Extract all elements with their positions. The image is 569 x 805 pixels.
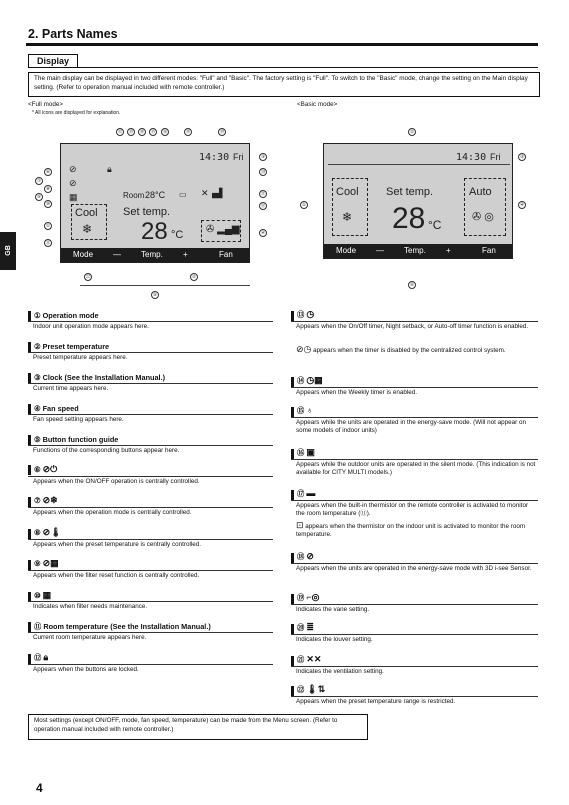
def-14-desc: Appears when the Weekly timer is enabled. <box>296 389 417 396</box>
def-19-title: ⑲ ⌐◎ <box>297 592 320 602</box>
def-15-title: ⑮ ♁ <box>297 405 314 415</box>
silent-mode-icon: ▣ <box>306 447 315 457</box>
basic-snowflake-icon: ❄ <box>342 210 353 224</box>
def-22-desc: Appears when the preset temperature range is restricted. <box>296 698 456 705</box>
def-10-title: ⑩ ▦ <box>34 590 52 600</box>
def-9-title: ⑨ ⊘▦ <box>34 558 59 568</box>
def-8-desc: Appears when the preset temperature is centrally controlled. <box>33 541 202 548</box>
basic-mode-label: <Basic mode> <box>297 101 338 108</box>
full-mode: Cool <box>75 207 98 219</box>
def-5-desc: Functions of the corresponding buttons appear here. <box>33 447 180 454</box>
def-8-title: ⑧ ⊘🌡︎ <box>34 527 62 537</box>
def-1-desc: Indoor unit operation mode appears here. <box>33 323 149 330</box>
callout-10: ⑩ <box>45 201 51 206</box>
def-17-title: ⑰ ▬ <box>297 488 316 498</box>
callout-6: ⑥ <box>45 169 51 174</box>
full-btn-minus: — <box>113 250 121 259</box>
basic-divider <box>328 164 510 165</box>
central-temp-icon: ⊘🌡︎ <box>42 527 62 537</box>
def-20-desc: Indicates the louver setting. <box>296 636 373 643</box>
section-rule <box>28 67 538 68</box>
full-btn-mode: Mode <box>73 250 94 259</box>
energy-save-icon: ♁ <box>306 405 314 415</box>
def-21-title: ㉑ ✕✕ <box>297 654 322 664</box>
basic-button-bar <box>324 244 512 258</box>
def-17-desc2: ⊡ appears when the thermistor on the indoor unit is activated to monitor the room temperature. <box>296 520 526 538</box>
ventilation-icon: ✕✕ <box>306 654 322 664</box>
room-temp: 28°C <box>145 190 166 200</box>
snowflake-icon: ❄ <box>82 222 93 236</box>
callout-20: ⑳ <box>260 169 266 174</box>
basic-fan-icon: ✇ ◎ <box>472 211 494 223</box>
central-onoff-icon: ⊘⏻ <box>42 464 58 474</box>
def-18-desc: Appears when the units are operated in the energy-save mode with 3D i-see Sensor. <box>296 565 532 572</box>
def-6-title: ⑥ ⊘⏻ <box>34 464 58 474</box>
def-2-title: ② Preset temperature <box>34 342 110 351</box>
title-rule <box>26 43 538 46</box>
basic-btn-minus: — <box>376 246 384 255</box>
callout-9: ⑨ <box>36 194 42 199</box>
full-unit: °C <box>171 229 184 241</box>
callout-4: ④ <box>260 230 266 235</box>
def-19-desc: Indicates the vane setting. <box>296 606 370 613</box>
basic-unit: °C <box>428 218 442 232</box>
def-1-title: ① Operation mode <box>34 311 99 320</box>
def-22-title: ㉒ 🌡︎⇅ <box>297 684 326 694</box>
language-tab: GB <box>0 232 16 270</box>
callout-14: ⑭ <box>139 129 145 134</box>
callout-22: ㉒ <box>85 274 91 279</box>
callout-13: ⑬ <box>128 129 134 134</box>
basic-btn-fan: Fan <box>482 246 496 255</box>
fan-speed-icon: ✇ ▂▄▆ <box>206 224 240 235</box>
bracket-line <box>80 285 250 286</box>
callout-17: ⑰ <box>260 203 266 208</box>
def-11-title: ⑪ Room temperature (See the Installation Manual.) <box>34 622 211 631</box>
def-3-title: ③ Clock (See the Installation Manual.) <box>34 373 166 382</box>
def-6-desc: Appears when the ON/OFF operation is centrally controlled. <box>33 478 200 485</box>
callout-1: ① <box>45 223 51 228</box>
full-button-bar <box>61 248 249 262</box>
basic-callout-2: ② <box>409 129 415 134</box>
temp-range-icon: 🌡︎⇅ <box>306 684 326 694</box>
basic-callout-1: ① <box>301 202 307 207</box>
basic-fan: Auto <box>469 186 492 198</box>
callout-21: ㉑ <box>260 191 266 196</box>
def-10-desc: Indicates when filter needs maintenance. <box>33 603 148 610</box>
room-label: Room <box>123 191 145 200</box>
full-btn-temp: Temp. <box>141 250 163 259</box>
full-mode-label: <Full mode> <box>28 101 64 108</box>
def-13-desc: Appears when the On/Off timer, Night setback, or Auto-off timer function is enabled. <box>296 323 529 330</box>
def-21-desc: Indicates the ventilation setting. <box>296 668 384 675</box>
basic-set-temp-label: Set temp. <box>386 186 434 198</box>
callout-2: ② <box>191 274 197 279</box>
def-12-desc: Appears when the buttons are locked. <box>33 666 139 673</box>
full-clock: 14:30 <box>199 152 230 163</box>
timer-disabled-icon: ⊘◷ <box>296 344 312 354</box>
full-btn-plus: + <box>183 250 188 259</box>
thermistor-icon: ▭ <box>179 190 187 199</box>
def-16-desc: Appears while the outdoor units are operated in the silent mode. (This indication is not available for CITY MULTI models.) <box>296 461 536 476</box>
callout-18: ⑱ <box>185 129 191 134</box>
def-4-desc: Fan speed setting appears here. <box>33 416 124 423</box>
def-13-desc2: ⊘◷ appears when the timer is disabled by the centralized control system. <box>296 344 506 354</box>
indoor-thermistor-icon: ⊡ <box>296 520 304 530</box>
filter-icon: ▦ <box>42 590 52 600</box>
basic-mode-lcd <box>323 143 513 259</box>
thermistor-icon: ▬ <box>306 488 316 498</box>
def-12-title: ⑫ 🔒︎ <box>34 652 49 662</box>
central-mode-icon: ⊘❄ <box>42 495 58 505</box>
timer-icon: ◷ <box>306 309 315 319</box>
ventilation-icon: ✕▗▟ <box>201 188 223 198</box>
basic-btn-plus: + <box>446 246 451 255</box>
page-title: 2. Parts Names <box>28 27 118 41</box>
def-5-title: ⑤ Button function guide <box>34 435 119 444</box>
footer-note: Most settings (except ON/OFF, mode, fan speed, temperature) can be made from the Menu screen. (Refer to operation manual included with remote controller.) <box>28 714 368 740</box>
def-15-desc: Appears while the units are operated in the energy-save mode. (Will not appear on some models of indoor units) <box>296 419 526 434</box>
basic-day: Fri <box>490 152 501 162</box>
callout-11: ⑪ <box>45 240 51 245</box>
def-4-title: ④ Fan speed <box>34 404 79 413</box>
central-mode-icon: ⊘ <box>69 178 77 188</box>
def-2-desc: Preset temperature appears here. <box>33 354 128 361</box>
def-7-desc: Appears when the operation mode is centrally controlled. <box>33 509 192 516</box>
basic-callout-3: ③ <box>519 154 525 159</box>
callout-19: ⑲ <box>219 129 225 134</box>
callout-16: ⑯ <box>162 129 168 134</box>
basic-mode: Cool <box>336 186 359 198</box>
def-16-title: ⑯ ▣ <box>297 447 315 457</box>
callout-12: ⑫ <box>117 129 123 134</box>
basic-btn-temp: Temp. <box>404 246 426 255</box>
filter-icon: ▦ <box>69 192 78 202</box>
full-set-temp-label: Set temp. <box>123 206 171 218</box>
def-13-title: ⑬ ◷ <box>297 309 315 319</box>
section-tab: Display <box>28 54 78 68</box>
def-20-title: ⑳ ≣ <box>297 622 314 632</box>
central-onoff-icon: ⊘ <box>69 164 77 174</box>
callout-15: ⑮ <box>150 129 156 134</box>
def-9-desc: Appears when the filter reset function is centrally controlled. <box>33 572 200 579</box>
lock-icon: 🔒︎ <box>107 164 112 174</box>
central-filter-icon: ⊘▦ <box>42 558 59 568</box>
callout-7: ⑦ <box>36 178 42 183</box>
basic-callout-4: ④ <box>519 202 525 207</box>
def-7-title: ⑦ ⊘❄ <box>34 495 58 505</box>
full-mode-note: * All icons are displayed for explanation. <box>32 110 121 116</box>
full-day: Fri <box>233 152 244 162</box>
isee-sensor-icon: ⊘ <box>306 551 314 561</box>
callout-3: ③ <box>260 154 266 159</box>
louver-icon: ≣ <box>306 622 314 632</box>
basic-set-temp: 28 <box>392 202 426 235</box>
vane-icon: ⌐◎ <box>306 592 320 602</box>
weekly-timer-icon: ◷▦ <box>306 375 323 385</box>
page-number: 4 <box>36 781 43 795</box>
def-11-desc: Current room temperature appears here. <box>33 634 147 641</box>
full-mode-lcd <box>60 143 250 263</box>
intro-box: The main display can be displayed in two different modes: "Full" and "Basic". The factory setting is "Full". To switch to the "Basic" mode, change the setting on the Main display setting. (Refer to operation manual included with remote controller.) <box>28 72 540 97</box>
callout-5: ⑤ <box>152 292 158 297</box>
callout-8: ⑧ <box>45 186 51 191</box>
lock-icon: 🔒︎ <box>43 652 49 662</box>
basic-clock: 14:30 <box>456 152 487 163</box>
basic-callout-5: ⑤ <box>409 282 415 287</box>
basic-btn-mode: Mode <box>336 246 357 255</box>
full-btn-fan: Fan <box>219 250 233 259</box>
def-3-desc: Current time appears here. <box>33 385 109 392</box>
def-18-title: ⑱ ⊘ <box>297 551 314 561</box>
def-14-title: ⑭ ◷▦ <box>297 375 323 385</box>
full-set-temp: 28 <box>141 218 168 245</box>
def-17-desc: Appears when the built-in thermistor on the remote controller is activated to monitor the room temperature (⑪). <box>296 502 529 517</box>
